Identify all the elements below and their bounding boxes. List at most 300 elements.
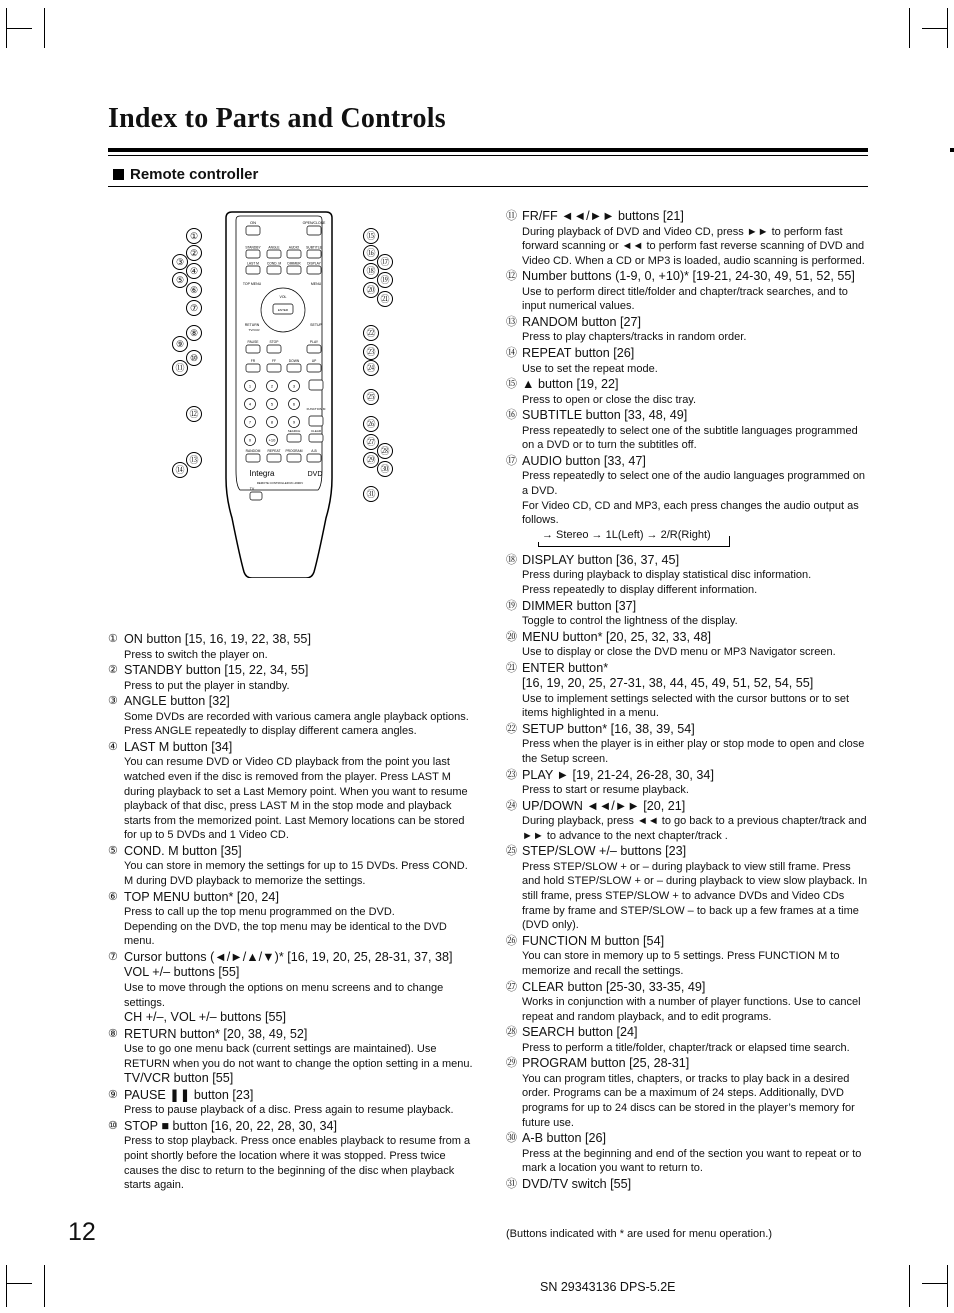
brand-logo: Integra — [249, 469, 275, 478]
entry-description — [506, 1072, 870, 1130]
square-bullet-icon — [113, 169, 124, 180]
description-paragraph: Press when the player is in either play or stop mode to open and close the Setup screen. — [522, 738, 865, 765]
entry-title: SEARCH button [24] — [522, 1025, 638, 1040]
entry-number: ⑲ — [506, 599, 517, 612]
index-entry — [506, 630, 870, 660]
entry-title: AUDIO button [33, 47] — [522, 453, 646, 468]
description-paragraph: Press to put the player in standby. — [124, 679, 290, 692]
index-entry — [108, 950, 478, 1026]
remote-key — [307, 250, 321, 258]
entry-heading — [108, 694, 478, 710]
remote-label: TV — [249, 487, 255, 491]
description-paragraph: Press at the beginning and end of the section you want to repeat or to mark a location you want to return to. — [522, 1147, 862, 1175]
entry-title: COND. M button [35] — [124, 843, 242, 858]
entry-title: SETUP button* [16, 38, 39, 54] — [522, 721, 695, 736]
remote-label: DIMMER — [287, 261, 301, 266]
index-entry — [506, 346, 870, 376]
entry-heading — [506, 377, 870, 393]
crop-mark — [947, 1265, 948, 1307]
entry-number: ⑪ — [506, 210, 517, 222]
entry-description — [506, 1147, 870, 1176]
transport-key — [267, 345, 281, 353]
entry-heading — [506, 722, 870, 738]
remote-label: DISPLAY — [307, 261, 321, 266]
entry-description — [506, 645, 870, 660]
remote-label: VOL — [279, 295, 287, 299]
entry-description — [108, 648, 478, 663]
remote-key — [267, 454, 281, 462]
entry-title: ▲ button [19, 22] — [522, 377, 619, 392]
description-paragraph: Use to implement settings selected with the cursor buttons or to set items highlighted in a menu. — [522, 692, 850, 720]
index-entry — [506, 408, 870, 453]
entry-number: ⑦ — [108, 950, 118, 963]
entry-description — [506, 814, 870, 843]
description-paragraph: Press repeatedly to display different information. — [522, 583, 758, 596]
index-entry — [506, 377, 870, 407]
entry-heading — [108, 632, 478, 648]
remote-label: COND. M — [266, 261, 282, 266]
remote-label: TOP MENU — [242, 282, 262, 286]
left-column — [108, 632, 478, 1194]
callout-number: ⑮ — [363, 228, 379, 244]
remote-label: 1 — [248, 383, 252, 389]
remote-key — [246, 454, 260, 462]
crop-mark — [6, 1283, 32, 1284]
index-entry — [108, 740, 478, 843]
entry-title: PROGRAM button [25, 28-31] — [522, 1056, 690, 1071]
section-rule — [108, 186, 868, 187]
entry-description — [108, 710, 478, 739]
remote-label: A-B — [311, 449, 317, 453]
title-rule — [108, 148, 868, 152]
entry-number: ㉗ — [506, 980, 517, 993]
entry-title: SUBTITLE button [33, 48, 49] — [522, 408, 688, 423]
entry-description — [506, 568, 870, 597]
callout-number: ⑬ — [186, 452, 202, 468]
remote-label: RANDOM — [245, 449, 261, 453]
entry-title: FR/FF ◄◄/►► buttons [21] — [522, 209, 684, 223]
entry-description — [506, 225, 870, 269]
entry-title: ON button [15, 16, 19, 22, 38, 55] — [124, 632, 311, 646]
page-number: 12 — [68, 1218, 96, 1246]
transport-key — [307, 364, 321, 372]
entry-number: ㉔ — [506, 799, 517, 812]
transport-key — [267, 364, 281, 372]
entry-heading — [506, 1056, 870, 1072]
entry-number: ㉘ — [506, 1026, 517, 1039]
entry-subheading: [16, 19, 20, 25, 27-31, 38, 44, 45, 49, 51, 52, 54, 55] — [522, 676, 814, 691]
description-paragraph: Use to go one menu back (current settings are maintained). Use RETURN when you do not want to change the option setting in a menu. — [124, 1043, 473, 1070]
entry-title: A-B button [26] — [522, 1131, 607, 1146]
entry-description — [108, 1134, 478, 1192]
index-entry — [506, 1177, 870, 1193]
entry-number: ⑫ — [506, 270, 517, 283]
index-entry — [506, 1131, 870, 1176]
dvd-tv-switch — [250, 492, 262, 500]
remote-label: 4 — [248, 401, 252, 407]
entry-heading — [506, 346, 870, 362]
entry-number: ⑮ — [506, 378, 517, 391]
callout-number: ㉕ — [363, 389, 379, 405]
entry-number: ④ — [108, 740, 118, 753]
entry-number: ㉑ — [506, 661, 517, 674]
index-entry — [108, 694, 478, 739]
callout-number: ④ — [186, 263, 202, 279]
transport-key — [287, 364, 301, 372]
entry-heading — [108, 740, 478, 756]
crop-mark — [922, 28, 948, 29]
entry-heading — [506, 408, 870, 424]
remote-label: REPEAT — [267, 449, 281, 453]
transport-key — [246, 364, 260, 372]
remote-label: DOWN — [288, 359, 300, 363]
remote-label: PLAY — [309, 340, 319, 344]
description-paragraph: Press to play chapters/tracks in random order. — [522, 331, 747, 344]
crop-mark — [909, 1265, 910, 1307]
index-entry — [108, 632, 478, 662]
entry-heading — [506, 768, 870, 784]
remote-label: 6 — [292, 401, 296, 407]
remote-model: REMOTE CONTROLLER RC-493DV — [256, 481, 304, 485]
crop-mark — [909, 8, 910, 48]
search-key — [287, 434, 301, 442]
entry-title: PLAY ► [19, 21-24, 26-28, 30, 34] — [522, 767, 714, 782]
callout-number: ② — [186, 245, 202, 261]
step-minus-key — [309, 416, 323, 426]
description-paragraph: You can store in memory up to 5 settings. Press FUNCTION M to memorize and recall the settings. — [522, 950, 840, 977]
index-entry — [506, 599, 870, 629]
description-paragraph: Use to perform direct title/folder and chapter/track searches, and to input numerical values. — [522, 285, 848, 313]
entry-heading — [506, 844, 870, 860]
index-entry — [506, 661, 870, 721]
entry-number: ㉕ — [506, 845, 517, 858]
entry-number: ㉛ — [506, 1177, 517, 1190]
callout-number: ⑳ — [363, 282, 379, 298]
transport-key — [307, 345, 321, 353]
remote-label: OPEN/CLOSE — [302, 221, 326, 225]
entry-heading — [108, 1027, 478, 1043]
entry-description — [506, 692, 870, 721]
description-paragraph: During playback, press ◄◄ to go back to a previous chapter/track and ►► to advance to the next chapter/track . — [522, 815, 867, 842]
index-entry — [108, 1027, 478, 1087]
entry-number: ㉖ — [506, 934, 517, 947]
index-entry — [108, 844, 478, 889]
description-paragraph: You can store in memory the settings for up to 15 DVDs. Press COND. M during DVD playback to memorize the settings. — [124, 860, 468, 888]
footnote: (Buttons indicated with * are used for menu operation.) — [506, 1228, 772, 1240]
callout-number: ㉑ — [377, 291, 393, 307]
entry-heading — [506, 269, 870, 285]
crop-mark — [947, 8, 948, 48]
page-title: Index to Parts and Controls — [108, 103, 446, 134]
entry-number: ⑬ — [506, 315, 517, 328]
crop-mark — [44, 8, 45, 48]
callout-number: ⑯ — [363, 245, 379, 261]
description-paragraph: For Video CD, CD and MP3, each press changes the audio output as follows. — [522, 499, 859, 527]
entry-title: LAST M button [34] — [124, 739, 233, 754]
remote-label: ENTER — [277, 308, 289, 312]
entry-description — [506, 469, 870, 527]
open-close-key — [307, 226, 321, 235]
entry-number: ㉚ — [506, 1132, 517, 1145]
entry-description — [506, 424, 870, 453]
remote-label: ON — [250, 220, 256, 225]
crop-mark — [44, 1265, 45, 1307]
remote-label: AUDIO — [288, 245, 300, 250]
index-entry — [108, 890, 478, 949]
callout-number: ㉛ — [363, 486, 379, 502]
description-paragraph: Press during playback to display statistical disc information. — [522, 569, 812, 582]
description-paragraph: Press to call up the top menu programmed on the DVD. — [124, 906, 395, 919]
callout-number: ⑥ — [186, 282, 202, 298]
description-paragraph: Toggle to control the lightness of the display. — [522, 615, 738, 627]
index-entry — [506, 553, 870, 598]
description-paragraph: Press to pause playback of a disc. Press again to resume playback. — [124, 1104, 454, 1117]
entry-description — [108, 859, 478, 888]
remote-label: SETUP — [310, 323, 322, 327]
remote-label: FF — [271, 359, 277, 363]
entry-title: ANGLE button [32] — [124, 694, 230, 709]
description-paragraph: Press to stop playback. Press once enables playback to resume from a point shortly before the location where it was stopped. Press twice causes the disc to return to the beginning of the disc when playback starts again. — [124, 1135, 471, 1192]
remote-label: 3 — [292, 383, 296, 389]
entry-title: TOP MENU button* [20, 24] — [124, 889, 279, 904]
description-paragraph: Press to open or close the disc tray. — [522, 393, 697, 406]
remote-label: MENU — [310, 282, 322, 286]
entry-title: PAUSE ❚❚ button [23] — [124, 1087, 254, 1102]
entry-title: DISPLAY button [36, 37, 45] — [522, 552, 680, 567]
entry-number: ⑥ — [108, 890, 118, 903]
remote-label: ANGLE — [268, 245, 280, 250]
entry-description — [108, 755, 478, 843]
entry-number: ⑭ — [506, 347, 517, 360]
entry-heading — [108, 663, 478, 679]
entry-number: ㉙ — [506, 1057, 517, 1070]
entry-number: ㉓ — [506, 768, 517, 781]
callout-number: ㉙ — [363, 452, 379, 468]
edge-mark — [950, 148, 954, 152]
audio-output-cycle — [522, 530, 732, 552]
clear-key — [309, 434, 323, 442]
remote-label: RETURN — [244, 323, 260, 327]
entry-number: ⑤ — [108, 844, 118, 857]
entry-number: ⑳ — [506, 630, 517, 643]
index-entry — [506, 799, 870, 844]
index-entry — [506, 934, 870, 979]
callout-number: ⑨ — [172, 336, 188, 352]
callout-number: ㉖ — [363, 416, 379, 432]
description-paragraph: Works in conjunction with a number of player functions. Use to cancel repeat and random playback, and to edit programs. — [522, 996, 861, 1023]
remote-key — [287, 266, 301, 274]
entry-description — [506, 737, 870, 766]
remote-key — [307, 266, 321, 274]
remote-key — [267, 266, 281, 274]
callout-number: ⑩ — [186, 350, 202, 366]
description-paragraph: Use to set the repeat mode. — [522, 362, 658, 375]
remote-key — [246, 266, 260, 274]
callout-number: ㉘ — [377, 443, 393, 459]
entry-heading — [108, 844, 478, 860]
description-paragraph: Press to perform a title/folder, chapter/track or elapsed time search. — [522, 1041, 850, 1054]
entry-title: Cursor buttons (◄/►/▲/▼)* [16, 19, 20, 25, 28-31, 37, 38] — [124, 949, 453, 964]
entry-title: MENU button* [20, 25, 32, 33, 48] — [522, 629, 712, 644]
entry-number: ㉒ — [506, 722, 517, 735]
entry-title: REPEAT button [26] — [522, 346, 635, 361]
section-heading-text: Remote controller — [130, 166, 259, 183]
entry-title: STEP/SLOW +/– buttons [23] — [522, 844, 687, 859]
entry-heading — [506, 454, 870, 470]
entry-heading — [506, 1131, 870, 1147]
remote-key — [246, 250, 260, 258]
callout-number: ⑲ — [377, 272, 393, 288]
remote-label: 0 — [248, 437, 252, 443]
callout-number: ⑦ — [186, 300, 202, 316]
index-entry — [506, 980, 870, 1025]
entry-description — [108, 905, 478, 949]
entry-heading — [506, 209, 870, 225]
remote-label: 2 — [270, 383, 274, 389]
index-entry — [506, 269, 870, 314]
entry-number: ⑰ — [506, 454, 517, 467]
crop-mark — [6, 28, 32, 29]
callout-number: ③ — [172, 254, 188, 270]
entry-description — [108, 679, 478, 694]
entry-description — [506, 1041, 870, 1056]
remote-label: 5 — [270, 401, 274, 407]
entry-number: ⑯ — [506, 409, 517, 422]
on-key — [246, 226, 260, 235]
entry-heading — [108, 1119, 478, 1135]
entry-description — [506, 995, 870, 1024]
dvd-logo: DVD — [307, 471, 323, 478]
entry-subheading: TV/VCR button [55] — [124, 1071, 234, 1086]
step-plus-key — [309, 380, 323, 390]
entry-number: ① — [108, 633, 118, 645]
entry-heading — [506, 630, 870, 646]
entry-heading — [506, 661, 870, 677]
entry-title: STOP ■ button [16, 20, 22, 28, 30, 34] — [124, 1118, 337, 1133]
description-paragraph: Press to start or resume playback. — [522, 784, 689, 797]
index-entry — [506, 454, 870, 552]
remote-label: FR — [250, 359, 256, 363]
description-paragraph: Use to move through the options on menu screens and to change settings. — [124, 981, 444, 1009]
entry-title: DVD/TV switch [55] — [522, 1176, 632, 1191]
remote-label: PROGRAM — [285, 449, 303, 453]
entry-heading — [108, 1088, 478, 1104]
remote-label: SEARCH — [287, 429, 301, 433]
index-entry — [108, 1088, 478, 1118]
callout-number: ⑫ — [186, 406, 202, 422]
entry-title: CLEAR button [25-30, 33-35, 49] — [522, 979, 706, 994]
index-entry — [506, 209, 870, 268]
callout-number: ⑱ — [363, 263, 379, 279]
remote-label: UP — [311, 359, 317, 363]
callout-number: ⑭ — [172, 462, 188, 478]
entry-title: RANDOM button [27] — [522, 314, 641, 329]
transport-key — [246, 345, 260, 353]
remote-key — [307, 454, 321, 462]
remote-key — [267, 250, 281, 258]
index-entry — [506, 315, 870, 345]
description-paragraph: You can program titles, chapters, or tracks to play back in a desired order. Programs can be a maximum of 24 steps. Additionally, DVD programs for up to 24 discs can be stored in the player’s memory for future use. — [522, 1072, 855, 1129]
entry-number: ⑩ — [108, 1119, 118, 1132]
section-heading — [113, 166, 258, 183]
entry-title: ENTER button* — [522, 660, 609, 675]
entry-number: ② — [108, 664, 118, 677]
entry-description — [108, 981, 478, 1010]
remote-label: FUNCTION M — [306, 407, 326, 411]
entry-heading — [108, 950, 478, 966]
remote-label: PAUSE — [247, 340, 259, 344]
entry-description — [108, 1103, 478, 1118]
cycle-text: → Stereo → 1L(Left) → 2/R(Right) — [538, 528, 715, 543]
remote-key — [287, 250, 301, 258]
remote-label: 9 — [292, 419, 296, 425]
right-column — [506, 209, 870, 1193]
entry-number: ⑱ — [506, 553, 517, 566]
entry-heading — [506, 980, 870, 996]
remote-label: LAST M — [247, 261, 259, 266]
remote-label: 7 — [248, 419, 252, 425]
remote-label: SUBTITLE — [306, 245, 322, 250]
callout-number: ㉗ — [363, 434, 379, 450]
entry-heading — [506, 553, 870, 569]
index-entry — [108, 663, 478, 693]
crop-mark — [6, 1265, 7, 1307]
callout-number: ㉔ — [363, 360, 379, 376]
entry-heading — [506, 934, 870, 950]
entry-title: Number buttons (1-9, 0, +10)* [19-21, 24-30, 49, 51, 52, 55] — [522, 269, 855, 284]
description-paragraph: Depending on the DVD, the top menu may be identical to the DVD menu. — [124, 920, 447, 948]
callout-number: ⑪ — [172, 360, 188, 376]
entry-subheading: VOL +/– buttons [55] — [124, 965, 240, 980]
description-paragraph: Use to display or close the DVD menu or MP3 Navigator screen. — [522, 646, 836, 659]
remote-label: STOP — [269, 340, 279, 344]
entry-heading — [506, 315, 870, 331]
entry-description — [506, 949, 870, 978]
entry-title: RETURN button* [20, 38, 49, 52] — [124, 1026, 308, 1041]
entry-description — [506, 393, 870, 408]
crop-mark — [922, 1283, 948, 1284]
entry-heading — [506, 599, 870, 615]
callout-number: ① — [186, 228, 202, 244]
title-rule-thin — [108, 155, 868, 156]
remote-key — [287, 454, 301, 462]
description-paragraph: Press to switch the player on. — [124, 648, 268, 661]
index-entry — [506, 768, 870, 798]
description-paragraph: Press repeatedly to select one of the audio languages programmed on a DVD. — [522, 470, 866, 498]
entry-heading — [506, 799, 870, 815]
remote-label: TV/VCR — [248, 328, 260, 332]
entry-description — [506, 860, 870, 933]
index-entry — [108, 1119, 478, 1193]
callout-number: ⑰ — [377, 254, 393, 270]
entry-subheading: CH +/–, VOL +/– buttons [55] — [124, 1010, 286, 1025]
callout-number: ㉒ — [363, 325, 379, 341]
entry-description — [506, 285, 870, 314]
callout-number: ㉚ — [377, 461, 393, 477]
description-paragraph: You can resume DVD or Video CD playback from the point you last watched even if the disc is removed from the player. Press LAST M during playback to set a Last Memory point. When you want to resume playback of that disc, press LAST M in the stop mode and playback starts from the memorized point. Last Memory locations can be stored for up to 5 DVDs and 1 Video CD. — [124, 756, 468, 842]
entry-number: ⑨ — [108, 1088, 118, 1101]
entry-title: UP/DOWN ◄◄/►► [20, 21] — [522, 798, 686, 813]
remote-label: +10 — [268, 437, 276, 443]
index-entry — [506, 844, 870, 932]
callout-number: ㉓ — [363, 344, 379, 360]
remote-label: 8 — [270, 419, 274, 425]
entry-number: ③ — [108, 695, 118, 708]
remote-label: CLEAR — [310, 429, 322, 433]
index-entry — [506, 1025, 870, 1055]
entry-heading — [506, 1025, 870, 1041]
entry-description — [506, 783, 870, 798]
